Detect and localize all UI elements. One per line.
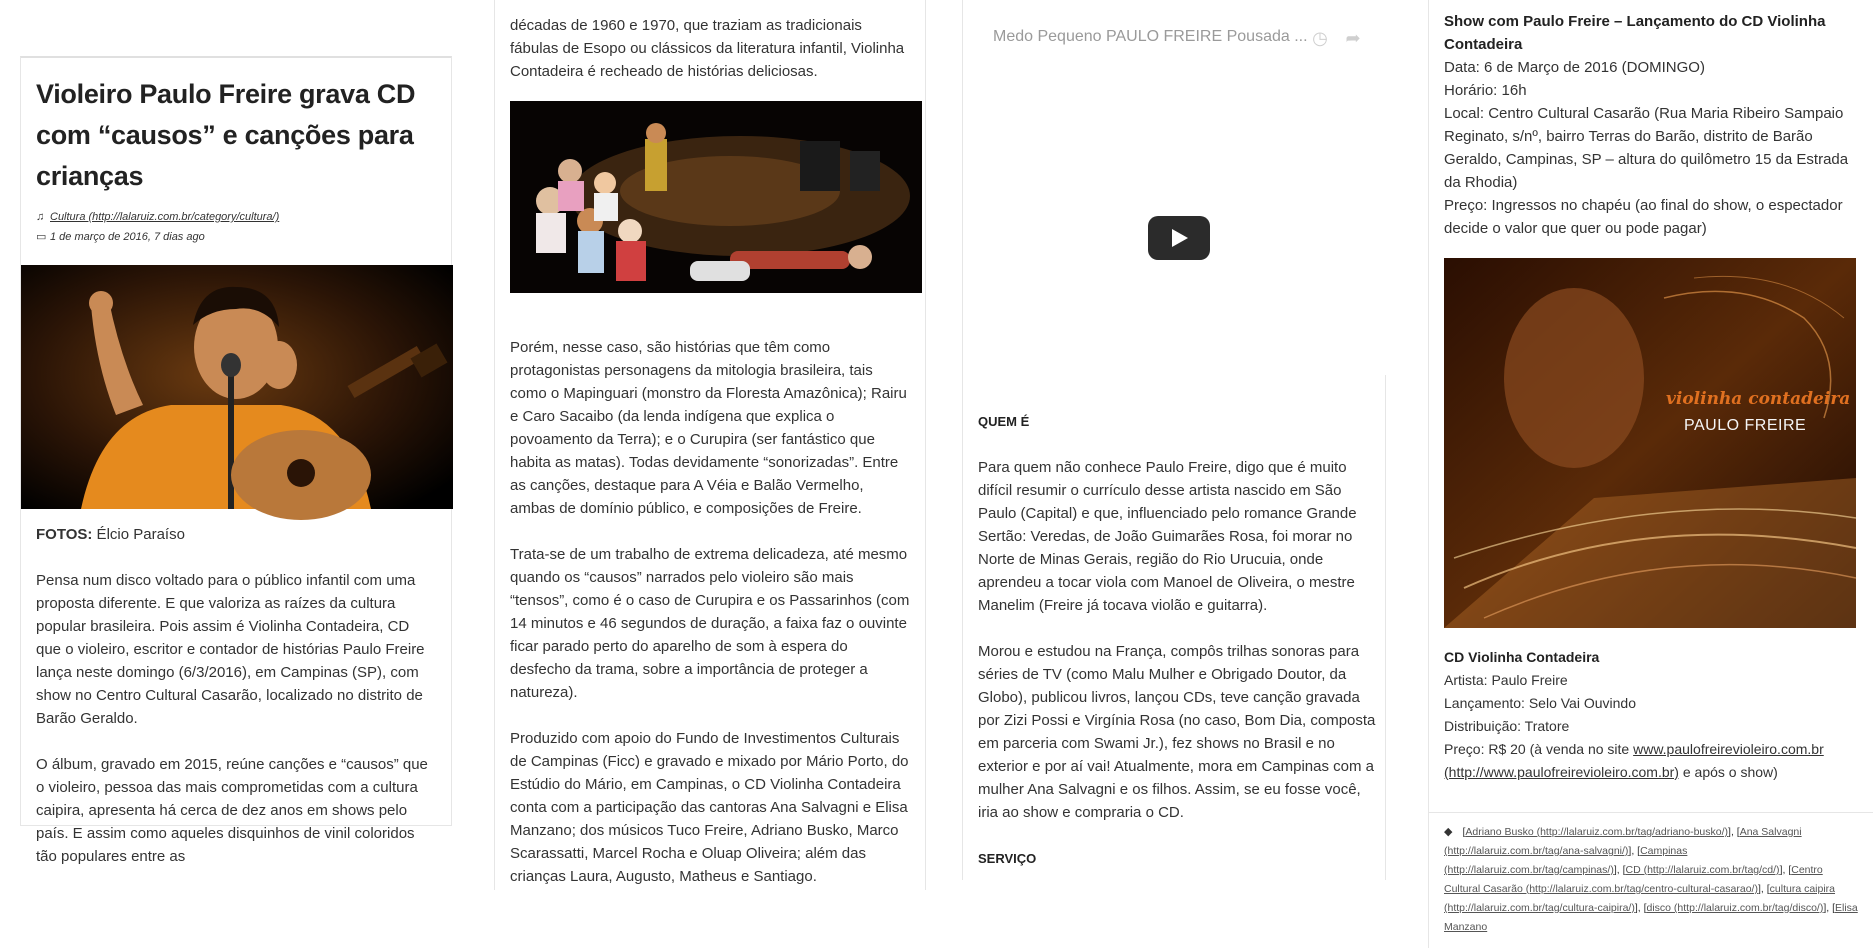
section-heading-servico: SERVIÇO xyxy=(978,851,1037,866)
paragraph: Produzido com apoio do Fundo de Investimentos Culturais de Campinas (Ficc) e gravado e mixado por Mário Porto, do Estúdio do Mário, em Campinas, o CD Violinha Contadeira conta com a participação das cantoras Ana Salvagni e Elisa Manzano; dos músicos Tuco Freire, Adriano Busko, Marco Scarassatti, Marcel Rocha e Oluap Oliveira; além das crianças Laura, Augusto, Matheus e Santiago. xyxy=(510,730,909,885)
date-meta xyxy=(36,227,436,247)
video-embed[interactable] xyxy=(963,0,1387,375)
article-column-3 xyxy=(962,0,1386,880)
article-column-1 xyxy=(20,56,452,865)
video-title[interactable]: Medo Pequeno PAULO FREIRE Pousada ... xyxy=(993,28,1308,45)
cd-artist: Artista: Paulo Freire xyxy=(1444,672,1568,688)
tag-bracket: [ xyxy=(1462,826,1466,838)
tag-link[interactable]: Adriano Busko (http://lalaruiz.com.br/tag/adriano-busko/) xyxy=(1465,826,1729,838)
show-location: Local: Centro Cultural Casarão (Rua Maria Ribeiro Sampaio Reginato, s/nº, bairro Terras do Barão, distrito de Barão Geraldo, Campinas, SP – altura do quilômetro 15 da Estrada da Rhodia) xyxy=(1444,105,1849,191)
cd-cover-artist: PAULO FREIRE xyxy=(1684,417,1807,434)
article-title: Violeiro Paulo Freire grava CD com “causos” e canções para crianças xyxy=(36,79,416,191)
tag-link[interactable]: Elisa Manzano xyxy=(1444,902,1858,933)
tag-link[interactable]: CD (http://lalaruiz.com.br/tag/cd/) xyxy=(1625,864,1780,876)
tag-link[interactable]: Ana Salvagni (http://lalaruiz.com.br/tag/ana-salvagni/) xyxy=(1444,826,1802,857)
article-column-4 xyxy=(1428,0,1872,948)
article-photo-guitarist xyxy=(21,265,453,509)
cd-price-prefix: Preço: R$ 20 (à venda no site xyxy=(1444,741,1634,757)
tag-list: ◆ [Adriano Busko (http://lalaruiz.com.br/tag/adriano-busko/)], [Ana Salvagni (http://lalaruiz.com.br/tag/ana-salvagni/)], [Campinas (http://lalaruiz.com.br/tag/campinas/)], [CD (http://lalaruiz.com.br/tag/cd/)], [Centro Cultural Casarão (http://lalaruiz.com.br/tag/centro-cultural-casarao/)], [cultura caipira (http://lalaruiz.com.br/tag/cultura-caipira/)], [disco (http://lalaruiz.com.br/tag/disco/)], [Elisa Manzano xyxy=(1429,812,1873,948)
cd-label: Lançamento: Selo Vai Ouvindo xyxy=(1444,695,1636,711)
play-icon[interactable] xyxy=(1148,216,1210,260)
paragraph: Para quem não conhece Paulo Freire, digo que é muito difícil resumir o currículo desse artista nascido em São Paulo (Capital) e que, influenciado pelo romance Grande Sertão: Veredas, de João Guimarães Rosa, foi morar no Norte de Minas Gerais, região do Rio Urucuia, onde aprendeu a tocar viola com Manoel de Oliveira, o mestre Manelim (Freire já tocava violão e guitarra). xyxy=(978,459,1357,614)
show-title: Show com Paulo Freire – Lançamento do CD Violinha Contadeira xyxy=(1444,13,1826,53)
tag-link[interactable]: Campinas (http://lalaruiz.com.br/tag/campinas/) xyxy=(1444,845,1688,876)
cd-price xyxy=(1444,738,1860,784)
cd-heading: CD Violinha Contadeira xyxy=(1444,649,1600,665)
category-meta xyxy=(36,207,436,227)
photo-credit-name: Élcio Paraíso xyxy=(92,526,185,543)
photo-credit xyxy=(36,523,436,546)
article-photo-children-stage xyxy=(510,101,922,293)
paragraph: Trata-se de um trabalho de extrema delicadeza, até mesmo quando os “causos” narrados pelo violeiro são mais “tensos”, como é o caso de Curupira e os Passarinhos (com 14 minutos e 46 segundos de duração, a faixa faz o ouvinte ficar parado perto do aparelho de som à espera do desfecho da trama, sobre a importância de proteger a natureza). xyxy=(510,546,910,701)
cd-distribution: Distribuição: Tratore xyxy=(1444,718,1570,734)
cd-cover-image xyxy=(1444,258,1856,628)
tag-link[interactable]: Centro Cultural Casarão (http://lalaruiz.com.br/tag/centro-cultural-casarao/) xyxy=(1444,864,1823,895)
post-date: 1 de março de 2016, 7 dias ago xyxy=(50,231,205,243)
share-icon[interactable]: ➦ xyxy=(1345,28,1361,48)
music-note-icon: ♫ xyxy=(36,211,45,223)
cd-price-suffix: e após o show) xyxy=(1678,764,1778,780)
paragraph: Morou e estudou na França, compôs trilhas sonoras para séries de TV (como Malu Mulher e Obrigado Doutor, da Globo), publicou livros, lançou CDs, teve canção gravada por Zizi Possi e Virgínia Rosa (no caso, Bom Dia, composta em parceria com Swami Jr.), fez shows no Brasil e no exterior e por aí vai! Atualmente, mora em Campinas com a mulher Ana Salvagni e os filhos. Assim, se eu fosse você, iria ao show e compraria o CD. xyxy=(978,643,1376,821)
calendar-icon: ▭ xyxy=(36,231,47,243)
paragraph: O álbum, gravado em 2015, reúne canções e “causos” que o violeiro, pessoa das mais comprometidas com a cultura caipira, apresenta há cerca de dez anos em shows pelo país. E assim como aqueles disquinhos de vinil coloridos tão populares entre as xyxy=(36,756,428,865)
tag-link[interactable]: cultura caipira (http://lalaruiz.com.br/tag/cultura-caipira/) xyxy=(1444,883,1836,914)
section-heading-quem: QUEM É xyxy=(978,414,1030,429)
paragraph: Pensa num disco voltado para o público infantil com uma proposta diferente. E que valoriza as raízes da cultura popular brasileira. Pois assim é Violinha Contadeira, CD que o violeiro, escritor e contador de histórias Paulo Freire lança neste domingo (6/3/2016), em Campinas (SP), com show no Centro Cultural Casarão, localizado no distrito de Barão Geraldo. xyxy=(36,572,425,727)
show-time: Horário: 16h xyxy=(1444,82,1527,99)
article-column-2 xyxy=(494,0,926,890)
clock-icon[interactable]: ◷ xyxy=(1312,28,1328,48)
tag-link[interactable]: disco (http://lalaruiz.com.br/tag/disco/) xyxy=(1646,902,1824,914)
show-price: Preço: Ingressos no chapéu (ao final do show, o espectador decide o valor que quer ou pode pagar) xyxy=(1444,197,1843,237)
cd-cover-title: violinha contadeira xyxy=(1666,389,1851,409)
category-link[interactable]: Cultura (http://lalaruiz.com.br/category/cultura/) xyxy=(50,211,280,223)
photo-credit-label: FOTOS: xyxy=(36,526,93,543)
paragraph: Porém, nesse caso, são histórias que têm como protagonistas personagens da mitologia brasileira, tais como o Mapinguari (monstro da Floresta Amazônica); Rairu e Caro Sacaibo (da lenda indígena que explica o povoamento da Terra); e o Curupira (ser fantástico que habita as matas). Todas devidamente “sonorizadas”. Entre as canções, destaque para A Véia e Balão Vermelho, ambas de domínio público, e composições de Freire. xyxy=(510,339,907,517)
tag-icon: ◆ xyxy=(1444,826,1453,838)
show-date: Data: 6 de Março de 2016 (DOMINGO) xyxy=(1444,59,1705,76)
paragraph: décadas de 1960 e 1970, que traziam as tradicionais fábulas de Esopo ou clássicos da literatura infantil, Violinha Contadeira é recheado de histórias deliciosas. xyxy=(510,17,905,80)
site-link[interactable]: www.paulofreirevioleiro.com.br (http://www.paulofreirevioleiro.com.br) xyxy=(1444,741,1824,780)
